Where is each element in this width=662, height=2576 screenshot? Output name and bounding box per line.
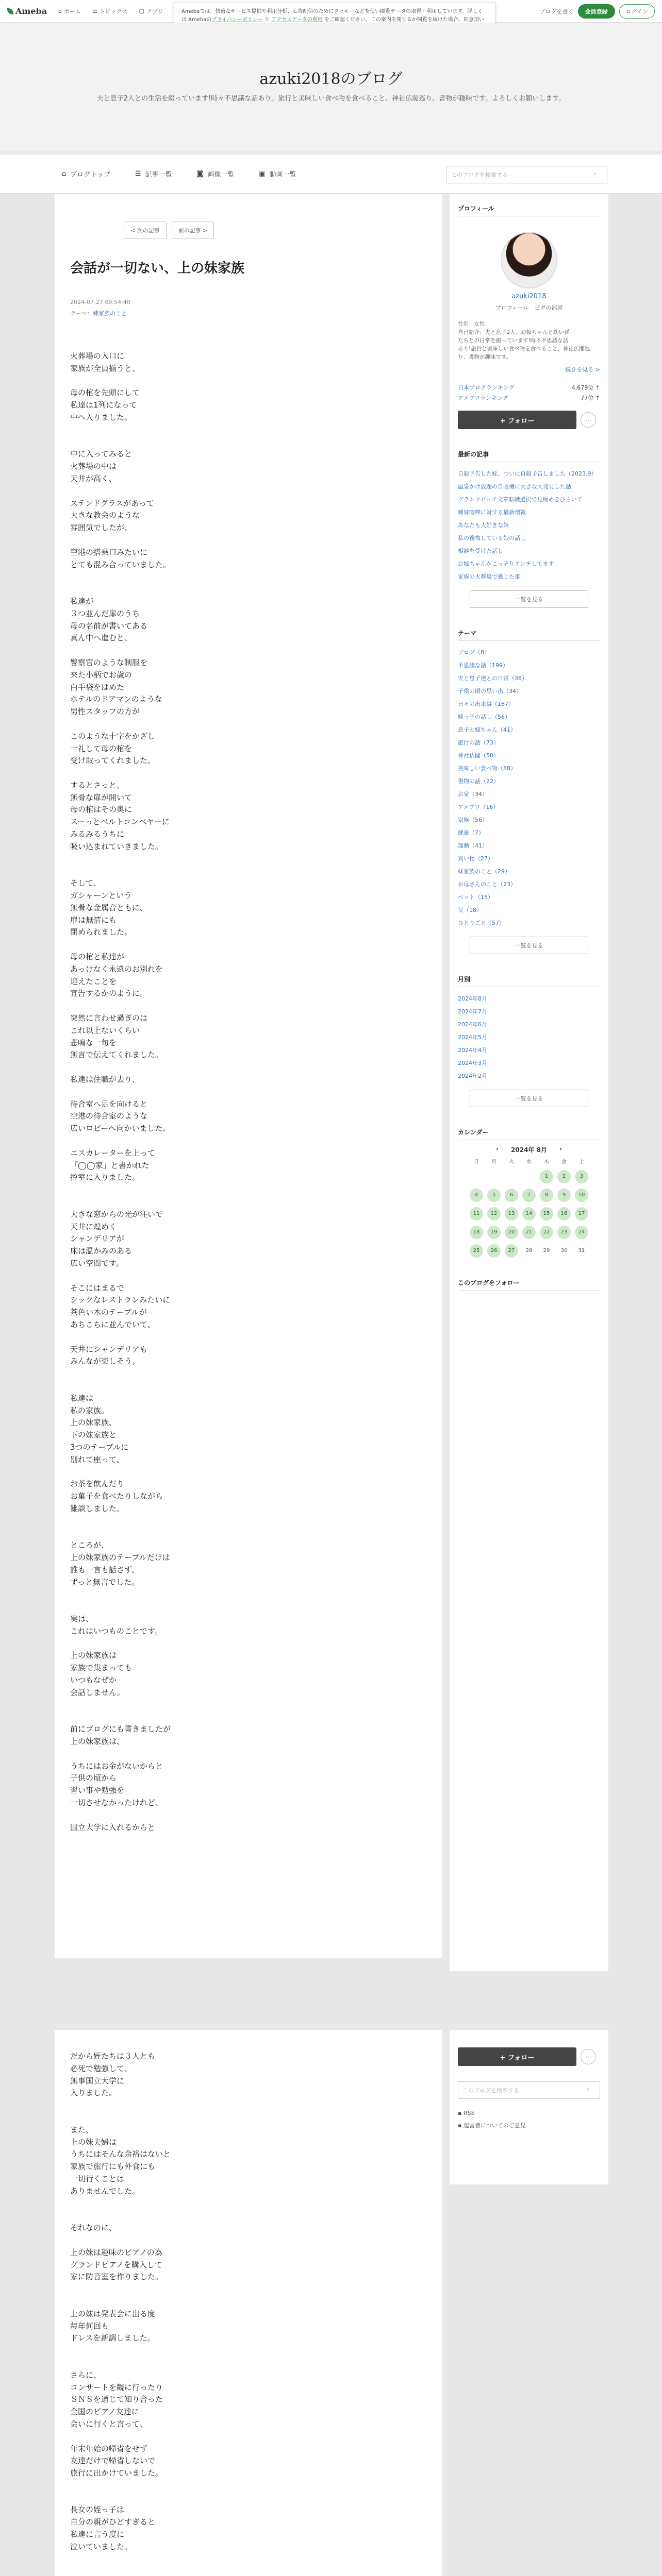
blog-search-input[interactable]: このブログを検索する ⌕ (446, 166, 607, 183)
nav-articles[interactable]: ☰ 記事一覧 (135, 170, 172, 179)
calendar-day[interactable]: 7 (522, 1189, 536, 1202)
prev-article-button[interactable]: 前の記事 > (172, 222, 214, 239)
leaf-icon (7, 8, 13, 14)
nav-images[interactable]: ◙ 画像一覧 (196, 170, 235, 179)
house-icon: ⌂ (62, 170, 67, 178)
video-icon: ▣ (259, 170, 266, 178)
theme-link[interactable]: 神社仏閣（50） (458, 752, 499, 759)
calendar-next-icon[interactable]: › (559, 1145, 562, 1153)
profile-more-link[interactable]: 続きを見る > (565, 366, 600, 373)
calendar-day (505, 1170, 518, 1183)
recent-post-link[interactable]: 温泉かけ放題の自販機に大きな大発見した話 (458, 483, 571, 490)
theme-link[interactable]: 買い物（27） (458, 855, 493, 862)
camera-icon: ◙ (196, 170, 204, 178)
cookie-banner: Amebaでは、快適なサービス提供や利用分析、広告配信のためにクッキーなどを使い閲覧データの取得・利用しています。詳しくは Amebaのプライバシーポリシー と アクセスデータの利用 をご確認ください。この案内を閉じるか閲覧を続けた場合、同意頂い (174, 2, 495, 60)
more-options-icon[interactable]: ⋯ (581, 412, 596, 428)
calendar-weekday: 水 (526, 1159, 532, 1165)
theme-link[interactable]: 息子と嫁ちゃん（41） (458, 726, 516, 733)
feedback-link[interactable]: ▪ 運営者についてのご意見 (458, 2122, 526, 2129)
recent-post-link[interactable]: あなたも大好きな妹 (458, 522, 509, 529)
theme-link[interactable]: お家（34） (458, 791, 488, 798)
calendar-day[interactable]: 28 (525, 1248, 533, 1253)
post-body-part2: だから姪たちは３人とも 必死で勉強して、 無事国立大学に 入りました。 また、 上の妹夫婦は うちにはそんな余裕はないと 家族で旅行にも外食にも 一切行くことは ありませんでした。 それなのに、 上の妹は趣味のピアノの為 グランドピアノを購入して 家に防音室を作りました。 上の妹は発表会に出る度 毎年何回も ドレスを新調しました。 さらに、 コンサートを観に行ったり ＳＮＳを通じて知り合った 全国のピアノ友達に 会いに行くと言って、 年末年始の帰省をせず 友達だけで帰省しないで 旅行に出かけていました。 長女の姪っ子は 自分の親がひどすぎると 私達に言う度に 泣いていました。 (70, 2052, 171, 2551)
calendar-day[interactable]: 6 (505, 1189, 518, 1202)
top-nav-home[interactable]: ⌂ ホーム (58, 8, 81, 15)
calendar-day (522, 1170, 536, 1183)
search-icon[interactable]: ⌕ (586, 2086, 590, 2092)
calendar-day[interactable]: 22 (540, 1226, 553, 1239)
recent-post-link[interactable]: グランドピッチ文章転職選択で見極めをひらいて (458, 496, 583, 503)
post-title: 会話が一切ない、上の妹家族 (70, 261, 245, 276)
calendar-day[interactable]: 16 (557, 1207, 571, 1221)
calendar-day[interactable]: 10 (575, 1189, 588, 1202)
calendar-day[interactable]: 31 (578, 1248, 585, 1253)
top-nav-topics[interactable]: ☰ トピックス (92, 8, 128, 15)
theme-link[interactable]: お母さんのこと（23） (458, 881, 516, 888)
archive-section: 月別 2024年8月 2024年7月 2024年6月 2024年5月 2024年4月 2024年3月 2024年2月 一覧を見る (458, 975, 600, 1107)
calendar-day[interactable]: 17 (575, 1207, 588, 1221)
calendar-weekday: 火 (509, 1159, 514, 1165)
sidebar-continued (450, 2030, 608, 2184)
calendar-day[interactable]: 4 (470, 1189, 483, 1202)
post-body-part1: 火葬場の入口に 家族が全員揃うと、 母の棺を先頭にして 私達は1列になって 中へ入りました。 中に入ってみると 火葬場の中は 天井が高く、 ステンドグラスがあって 大きな教会のような 雰囲気でしたが、 空港の搭乗口みたいに とても混み合っていました。 私達が ３つ並んだ扉のうち 母の名前が書いてある 真ん中へ進むと、 警察官のような制服を 来た小柄でお歳の 白手袋をはめた ホテルのドアマンのような 男性スタッフの方が このような十字をかざし 一礼して母の棺を 受け取ってくれました。 するとさっと、 無骨な扉が開いて 母の棺はその奥に スーっとベルトコンベヤーに みるみるうちに 吸い込まれていきました。 そして、 ガシャーンという 無骨な金属音ともに、 扉は無情にも 閉められました。 母の棺と私達が あっけなく永遠のお別れを 迎えたことを 宣告するかのように。 突然に言わせ過ぎのは これ以上ないくらい 悲鳴な一句を 無言で伝えてくれました。 私達は住職が去り、 待合室へ足を向けると 空港の待合室のような 広いロビーへ向かいました。 エスカレーターを上って 「◯◯家」と書かれた 控室に入りました。 大きな窓からの光が注いで 天井に煌めく シャンデリアが 床は温かみのある 広い空間です。 そこにはまるで シックなレストランみたいに 茶色い木のテーブルが あちこちに並んでいて、 天井にシャンデリアも みんなが楽しそう。 私達は 私の家族。 上の妹家族、 下の妹家族と 3つのテーブルに 別れて座って、 お茶を飲んだり お菓子を食べたりしながら 雑談しました。 ところが、 上の妹家族のテーブルだけは 誰も一言も話さず、 ずっと無言でした。 実は、 これはいつものことです。 上の妹家族は 家族で集まっても いつもなぜか 会話しません。 前にブログにも書きましたが 上の妹家族は、 うちにはお金がないからと 子供の頃から 習い事や勉強を 一切させなかったけれど、 国立大学に入れるからと (70, 351, 171, 1832)
calendar-weekday: 日 (474, 1159, 479, 1165)
archive-link[interactable]: 2024年3月 (458, 1060, 487, 1066)
archive-link[interactable]: 2024年8月 (458, 995, 487, 1002)
ranking-block: 日本ブログランキング 4,679位 ↑ アメブロランキング 77位 ↑ (458, 384, 600, 401)
post-theme: テーマ：姉家族のこと (70, 310, 127, 317)
calendar-day[interactable]: 26 (487, 1244, 501, 1258)
blog-title[interactable]: azuki2018のブログ (259, 70, 403, 88)
calendar-day[interactable]: 24 (575, 1226, 588, 1239)
calendar-day[interactable]: 20 (505, 1226, 518, 1239)
post-date: 2024-07-27 09:54:40 (70, 299, 130, 306)
ameba-logo[interactable]: Ameba (7, 6, 47, 16)
search-icon[interactable]: ⌕ (593, 170, 597, 177)
theme-link[interactable]: 子供の頃の思い出（34） (458, 688, 522, 694)
sidebar-search-input[interactable]: このブログを検索する ⌕ (458, 2081, 600, 2099)
calendar-weekday: 月 (491, 1159, 496, 1165)
archive-link[interactable]: 2024年6月 (458, 1021, 487, 1028)
theme-link[interactable]: 家族（56） (458, 817, 488, 823)
themes-section: テーマ ブログ（8） 不思議な話（199） 夫と息子達との日常（38） 子供の頃の思い出（34） 日々の出来事（167） 姪っ子の話し（56） 息子と嫁ちゃん（41） 旅行の話（73） 神社仏閣（50） 美味しい食べ物（88） 書物の話（22） お家（34） アメブロ（16） 家族（56） 健康（7） 運動（41） 買い物（27） 妹家族のこと（29） お母さんのこと（23） ペット（15） 父（18） ひとりごと（57） 一覧を見る (458, 629, 600, 954)
theme-link[interactable]: 運動（41） (458, 842, 488, 849)
themes-see-all-button[interactable]: 一覧を見る (470, 937, 588, 954)
archive-list (458, 992, 600, 1082)
follow-row (458, 411, 600, 429)
profile-name[interactable]: azuki2018 (511, 293, 547, 300)
theme-link[interactable]: ひとりごと（57） (458, 920, 505, 926)
recent-posts-section: 最新の記事 自殺予告した姪、ついに自殺予告しました（2023.9） 温泉かけ放題の自販機に大きな大発見した話 グランドピッチ文章転職選択で見極めをひらいて 姉妹喧嘩に対する最新情報 あなたも大好きな妹 私の後悔している娘の話し 相談を受けた話し お嫁ちゃんがこっそりアンチしてます 家族の火葬場で感じた事 一覧を見る (458, 450, 600, 608)
post-theme-link[interactable]: 姉家族のこと (93, 310, 127, 317)
recent-see-all-button[interactable]: 一覧を見る (470, 590, 588, 608)
theme-link[interactable]: 書物の話（22） (458, 778, 499, 785)
recent-post-link[interactable]: 家族の火葬場で感じた事 (458, 573, 520, 580)
calendar-day[interactable]: 27 (505, 1244, 518, 1258)
calendar-section: カレンダー ‹ 2024年 8月 › 日 月 火 水 木 金 土 1 2 3 4 5 6 7 8 9 10 11 12 13 14 15 16 17 18 19 20 21 22 23 24 25 26 27 28 29 30 31 (458, 1128, 600, 1258)
calendar-day[interactable]: 14 (522, 1207, 536, 1221)
theme-link[interactable]: 健康（7） (458, 829, 484, 836)
access-data-link[interactable]: アクセスデータの利用 (271, 17, 323, 23)
calendar-day[interactable]: 8 (540, 1189, 553, 1202)
archive-link[interactable]: 2024年5月 (458, 1034, 487, 1041)
calendar-day (487, 1170, 501, 1183)
page-gap (0, 1994, 662, 2030)
profile-description: 性別：女性 自己紹介：夫と息子2人、お嫁ちゃんと幼い孫 たちとの日常を綴っています!時々不思議な話 あり!旅行と美味しい食べ物を食べること、神社仏閣巡り、書物が趣味です。 (458, 321, 590, 360)
calendar-prev-icon[interactable]: ‹ (496, 1145, 499, 1153)
post-pager (124, 222, 278, 239)
avatar[interactable] (501, 232, 557, 289)
theme-link[interactable]: 旅行の話（73） (458, 739, 499, 746)
profile-heading: プロフィール (458, 204, 600, 216)
theme-link[interactable]: 妹家族のこと（29） (458, 868, 510, 875)
archive-link[interactable]: 2024年4月 (458, 1047, 487, 1054)
calendar-day[interactable]: 23 (557, 1226, 571, 1239)
profile-links[interactable]: プロフィール ピグの部屋 (495, 304, 563, 311)
calendar-month: 2024年 8月 (511, 1146, 547, 1154)
recent-post-link[interactable]: 自殺予告した姪、ついに自殺予告しました（2023.9） (458, 470, 597, 477)
ranking-link-1[interactable]: 日本ブログランキング (458, 384, 515, 391)
archive-see-all-button[interactable]: 一覧を見る (470, 1090, 588, 1107)
recent-post-link[interactable]: お嫁ちゃんがこっそりアンチしてます (458, 561, 554, 567)
calendar-weekday: 金 (561, 1159, 567, 1165)
calendar-day[interactable]: 19 (487, 1226, 501, 1239)
recent-post-link[interactable]: 私の後悔している娘の話し (458, 535, 526, 541)
top-nav-app[interactable]: ▢ アプリ (139, 8, 163, 15)
theme-link[interactable]: 不思議な話（199） (458, 662, 508, 669)
follow-row-2 (458, 2047, 600, 2066)
list-icon: ☰ (135, 170, 141, 178)
calendar-day[interactable]: 9 (557, 1189, 571, 1202)
sidebar-footer-links (458, 2107, 600, 2132)
theme-link[interactable]: ペット（15） (458, 894, 493, 901)
register-button[interactable]: 会員登録 (578, 4, 615, 19)
calendar-day[interactable]: 5 (487, 1189, 501, 1202)
calendar-grid (458, 1157, 600, 1258)
calendar-day[interactable]: 25 (470, 1244, 483, 1258)
login-button[interactable]: ログイン (619, 4, 655, 19)
calendar-day[interactable]: 29 (543, 1248, 550, 1253)
calendar-day[interactable]: 2 (557, 1170, 571, 1183)
privacy-policy-link[interactable]: プライバシーポリシー (211, 17, 263, 23)
calendar-day (470, 1170, 483, 1183)
recent-post-link[interactable]: 相談を受けた話し (458, 548, 503, 554)
archive-link[interactable]: 2024年2月 (458, 1073, 487, 1079)
calendar-day[interactable]: 15 (540, 1207, 553, 1221)
calendar-day[interactable]: 18 (470, 1226, 483, 1239)
calendar-day[interactable]: 1 (540, 1170, 553, 1183)
theme-link[interactable]: 夫と息子達との日常（38） (458, 675, 527, 682)
calendar-day[interactable]: 11 (470, 1207, 483, 1221)
following-section: このブログをフォロー (458, 1278, 600, 1291)
top-nav (58, 7, 163, 15)
more-options-icon[interactable]: ⋯ (581, 2049, 596, 2064)
calendar-weekday: 木 (544, 1159, 549, 1165)
sidebar (450, 194, 608, 1971)
calendar-weekday: 土 (579, 1159, 584, 1165)
calendar-day[interactable]: 12 (487, 1207, 501, 1221)
nav-videos[interactable]: ▣ 動画一覧 (259, 170, 296, 179)
follow-button[interactable]: + フォロー (458, 411, 576, 429)
next-article-button[interactable]: < 次の記事 (124, 222, 167, 239)
calendar-day[interactable]: 21 (522, 1226, 536, 1239)
recent-post-link[interactable]: 姉妹喧嘩に対する最新情報 (458, 509, 526, 516)
recent-posts-list (458, 467, 600, 583)
ranking-link-2[interactable]: アメブロランキング (458, 395, 509, 401)
calendar-day[interactable]: 13 (505, 1207, 518, 1221)
theme-link[interactable]: 美味しい食べ物（88） (458, 765, 516, 772)
follow-button-2[interactable]: + フォロー (458, 2047, 576, 2066)
themes-list (458, 646, 600, 929)
top-right (540, 4, 655, 19)
blog-description: 夫と息子2人との生活を綴っています!時々不思議な話あり。旅行と美味しい食べ物を食べること、神社仏閣巡り、書物が趣味です。よろしくお願いします。 (96, 95, 566, 103)
theme-link[interactable]: アメブロ（16） (458, 804, 499, 810)
archive-link[interactable]: 2024年7月 (458, 1008, 487, 1015)
theme-link[interactable]: ブログ（8） (458, 649, 490, 656)
calendar-day[interactable]: 3 (575, 1170, 588, 1183)
calendar-day[interactable]: 30 (560, 1248, 568, 1253)
nav-blog-top[interactable]: ⌂ ブログトップ (62, 170, 110, 179)
rss-link[interactable]: ▪ RSS (458, 2110, 475, 2116)
theme-link[interactable]: 日々の出来事（167） (458, 701, 514, 707)
write-blog-link[interactable]: ブログを書く (539, 8, 574, 15)
theme-link[interactable]: 父（18） (458, 907, 482, 913)
theme-link[interactable]: 姪っ子の話し（56） (458, 714, 510, 720)
